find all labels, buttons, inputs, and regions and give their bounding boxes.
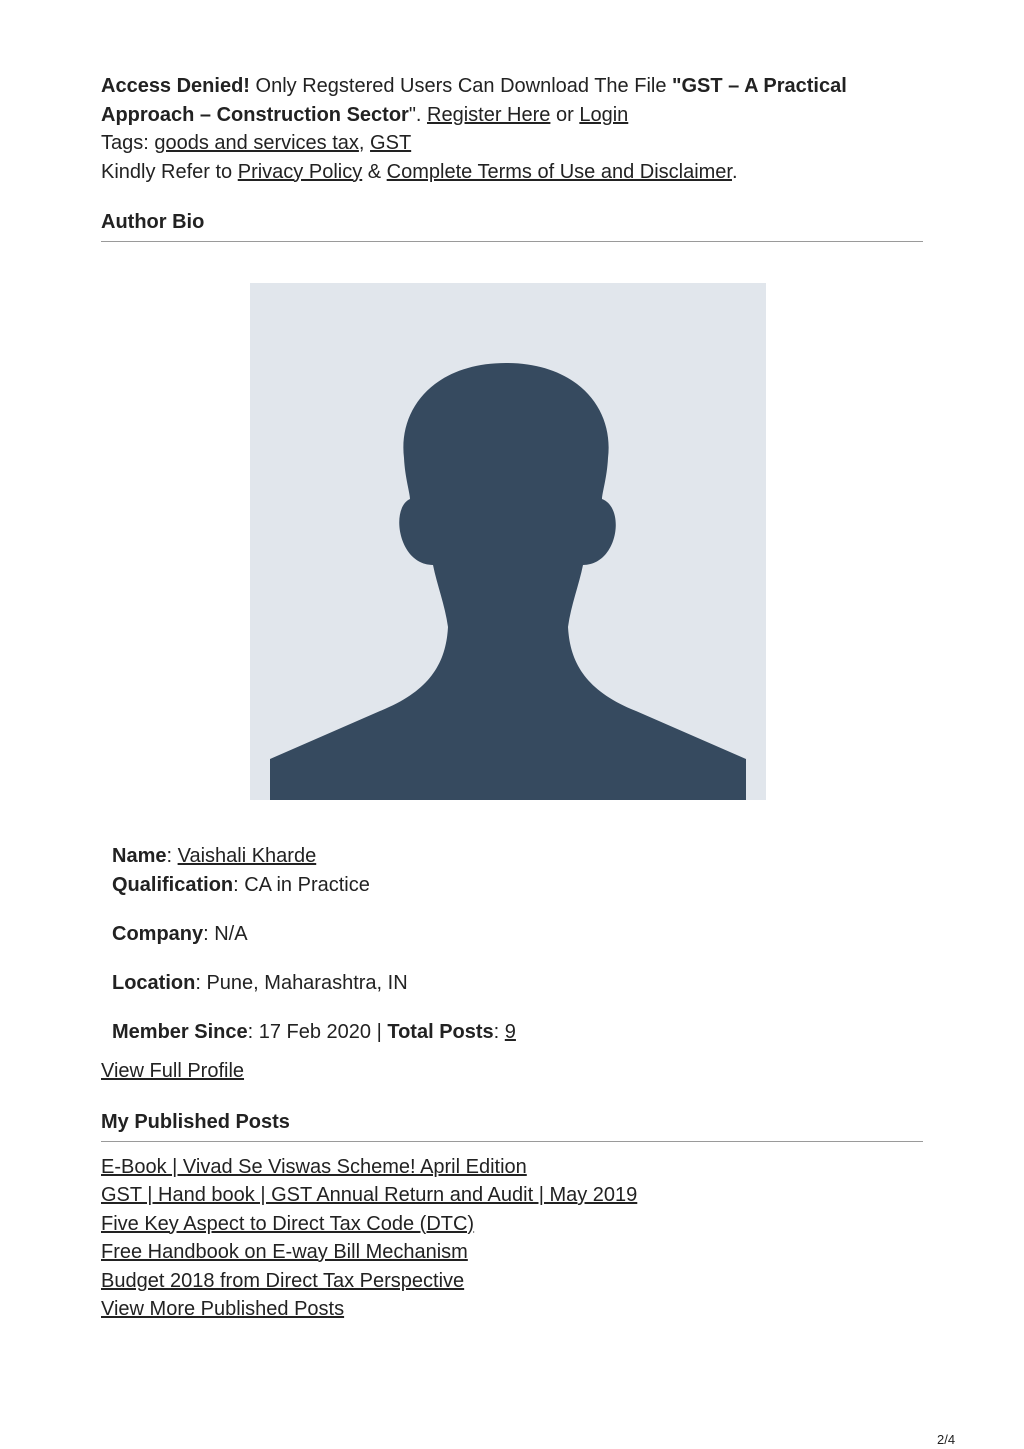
company-label: Company bbox=[112, 922, 204, 945]
view-profile-line bbox=[101, 1057, 923, 1086]
file-title: "GST – A Practical Approach – Construction Sector bbox=[101, 75, 847, 126]
access-message: Only Regstered Users Can Download The File bbox=[249, 75, 673, 97]
author-name-link[interactable]: Vaishali Kharde bbox=[177, 845, 317, 867]
ampersand: & bbox=[362, 160, 387, 183]
refer-prefix: Kindly Refer to bbox=[101, 160, 238, 183]
company-line bbox=[112, 920, 923, 949]
tags-line bbox=[101, 129, 923, 158]
name-label: Name bbox=[112, 845, 167, 867]
location-value: : Pune, Maharashtra, IN bbox=[195, 971, 408, 994]
page-content bbox=[101, 72, 923, 1324]
tag-separator: , bbox=[358, 132, 371, 154]
post-link[interactable]: Free Handbook on E-way Bill Mechanism bbox=[101, 1241, 468, 1263]
post-link[interactable]: Budget 2018 from Direct Tax Perspective bbox=[101, 1269, 465, 1292]
list-item bbox=[101, 1267, 923, 1296]
closing-quote: ". bbox=[408, 103, 428, 126]
or-text: or bbox=[550, 103, 580, 126]
qualification-label: Qualification bbox=[112, 873, 234, 896]
location-label: Location bbox=[112, 971, 196, 994]
register-link[interactable]: Register Here bbox=[427, 103, 551, 126]
terms-link[interactable]: Complete Terms of Use and Disclaimer bbox=[386, 160, 732, 183]
member-since-value: : 17 Feb 2020 | bbox=[247, 1020, 388, 1043]
login-link[interactable]: Login bbox=[579, 103, 629, 126]
list-item bbox=[101, 1181, 923, 1210]
qualification-value: : CA in Practice bbox=[233, 873, 370, 896]
member-line: Member Since: 17 Feb 2020 | Total Posts: 9 bbox=[112, 1020, 516, 1043]
author-bio-heading: Author Bio bbox=[101, 210, 923, 242]
tag-link[interactable]: goods and services tax bbox=[154, 132, 359, 154]
qualification-line bbox=[112, 871, 923, 900]
view-full-profile-link[interactable]: View Full Profile bbox=[101, 1060, 245, 1082]
published-posts-list bbox=[101, 1153, 923, 1324]
post-link[interactable]: E-Book | Vivad Se Viswas Scheme! April Edition bbox=[101, 1155, 527, 1178]
author-details bbox=[112, 842, 923, 1046]
access-denied-label: Access Denied! bbox=[101, 75, 250, 97]
post-link[interactable]: Five Key Aspect to Direct Tax Code (DTC) bbox=[101, 1212, 475, 1235]
refer-suffix: . bbox=[731, 160, 738, 183]
list-item bbox=[101, 1210, 923, 1239]
list-item bbox=[101, 1153, 923, 1182]
view-more-posts-link[interactable]: View More Published Posts bbox=[101, 1298, 345, 1320]
tags-label: Tags: bbox=[101, 132, 155, 154]
avatar bbox=[250, 283, 766, 800]
access-notice bbox=[101, 72, 923, 186]
access-denied-paragraph bbox=[101, 72, 923, 129]
member-since-label: Member Since bbox=[112, 1020, 248, 1043]
location-line bbox=[112, 969, 923, 998]
total-posts-label: Total Posts bbox=[387, 1020, 494, 1043]
company-value: : N/A bbox=[203, 922, 248, 945]
privacy-policy-link[interactable]: Privacy Policy bbox=[237, 160, 363, 183]
list-item bbox=[101, 1295, 923, 1324]
name-line: Name: Vaishali Kharde bbox=[112, 845, 317, 867]
default-user-silhouette-icon bbox=[250, 283, 766, 800]
post-link[interactable]: GST | Hand book | GST Annual Return and Audit | May 2019 bbox=[101, 1184, 638, 1206]
refer-line bbox=[101, 158, 923, 187]
page-number: 2/4 bbox=[937, 1432, 956, 1447]
list-item bbox=[101, 1238, 923, 1267]
published-posts-heading: My Published Posts bbox=[101, 1110, 923, 1142]
tag-link[interactable]: GST bbox=[370, 132, 412, 154]
total-posts-link[interactable]: 9 bbox=[504, 1020, 516, 1043]
